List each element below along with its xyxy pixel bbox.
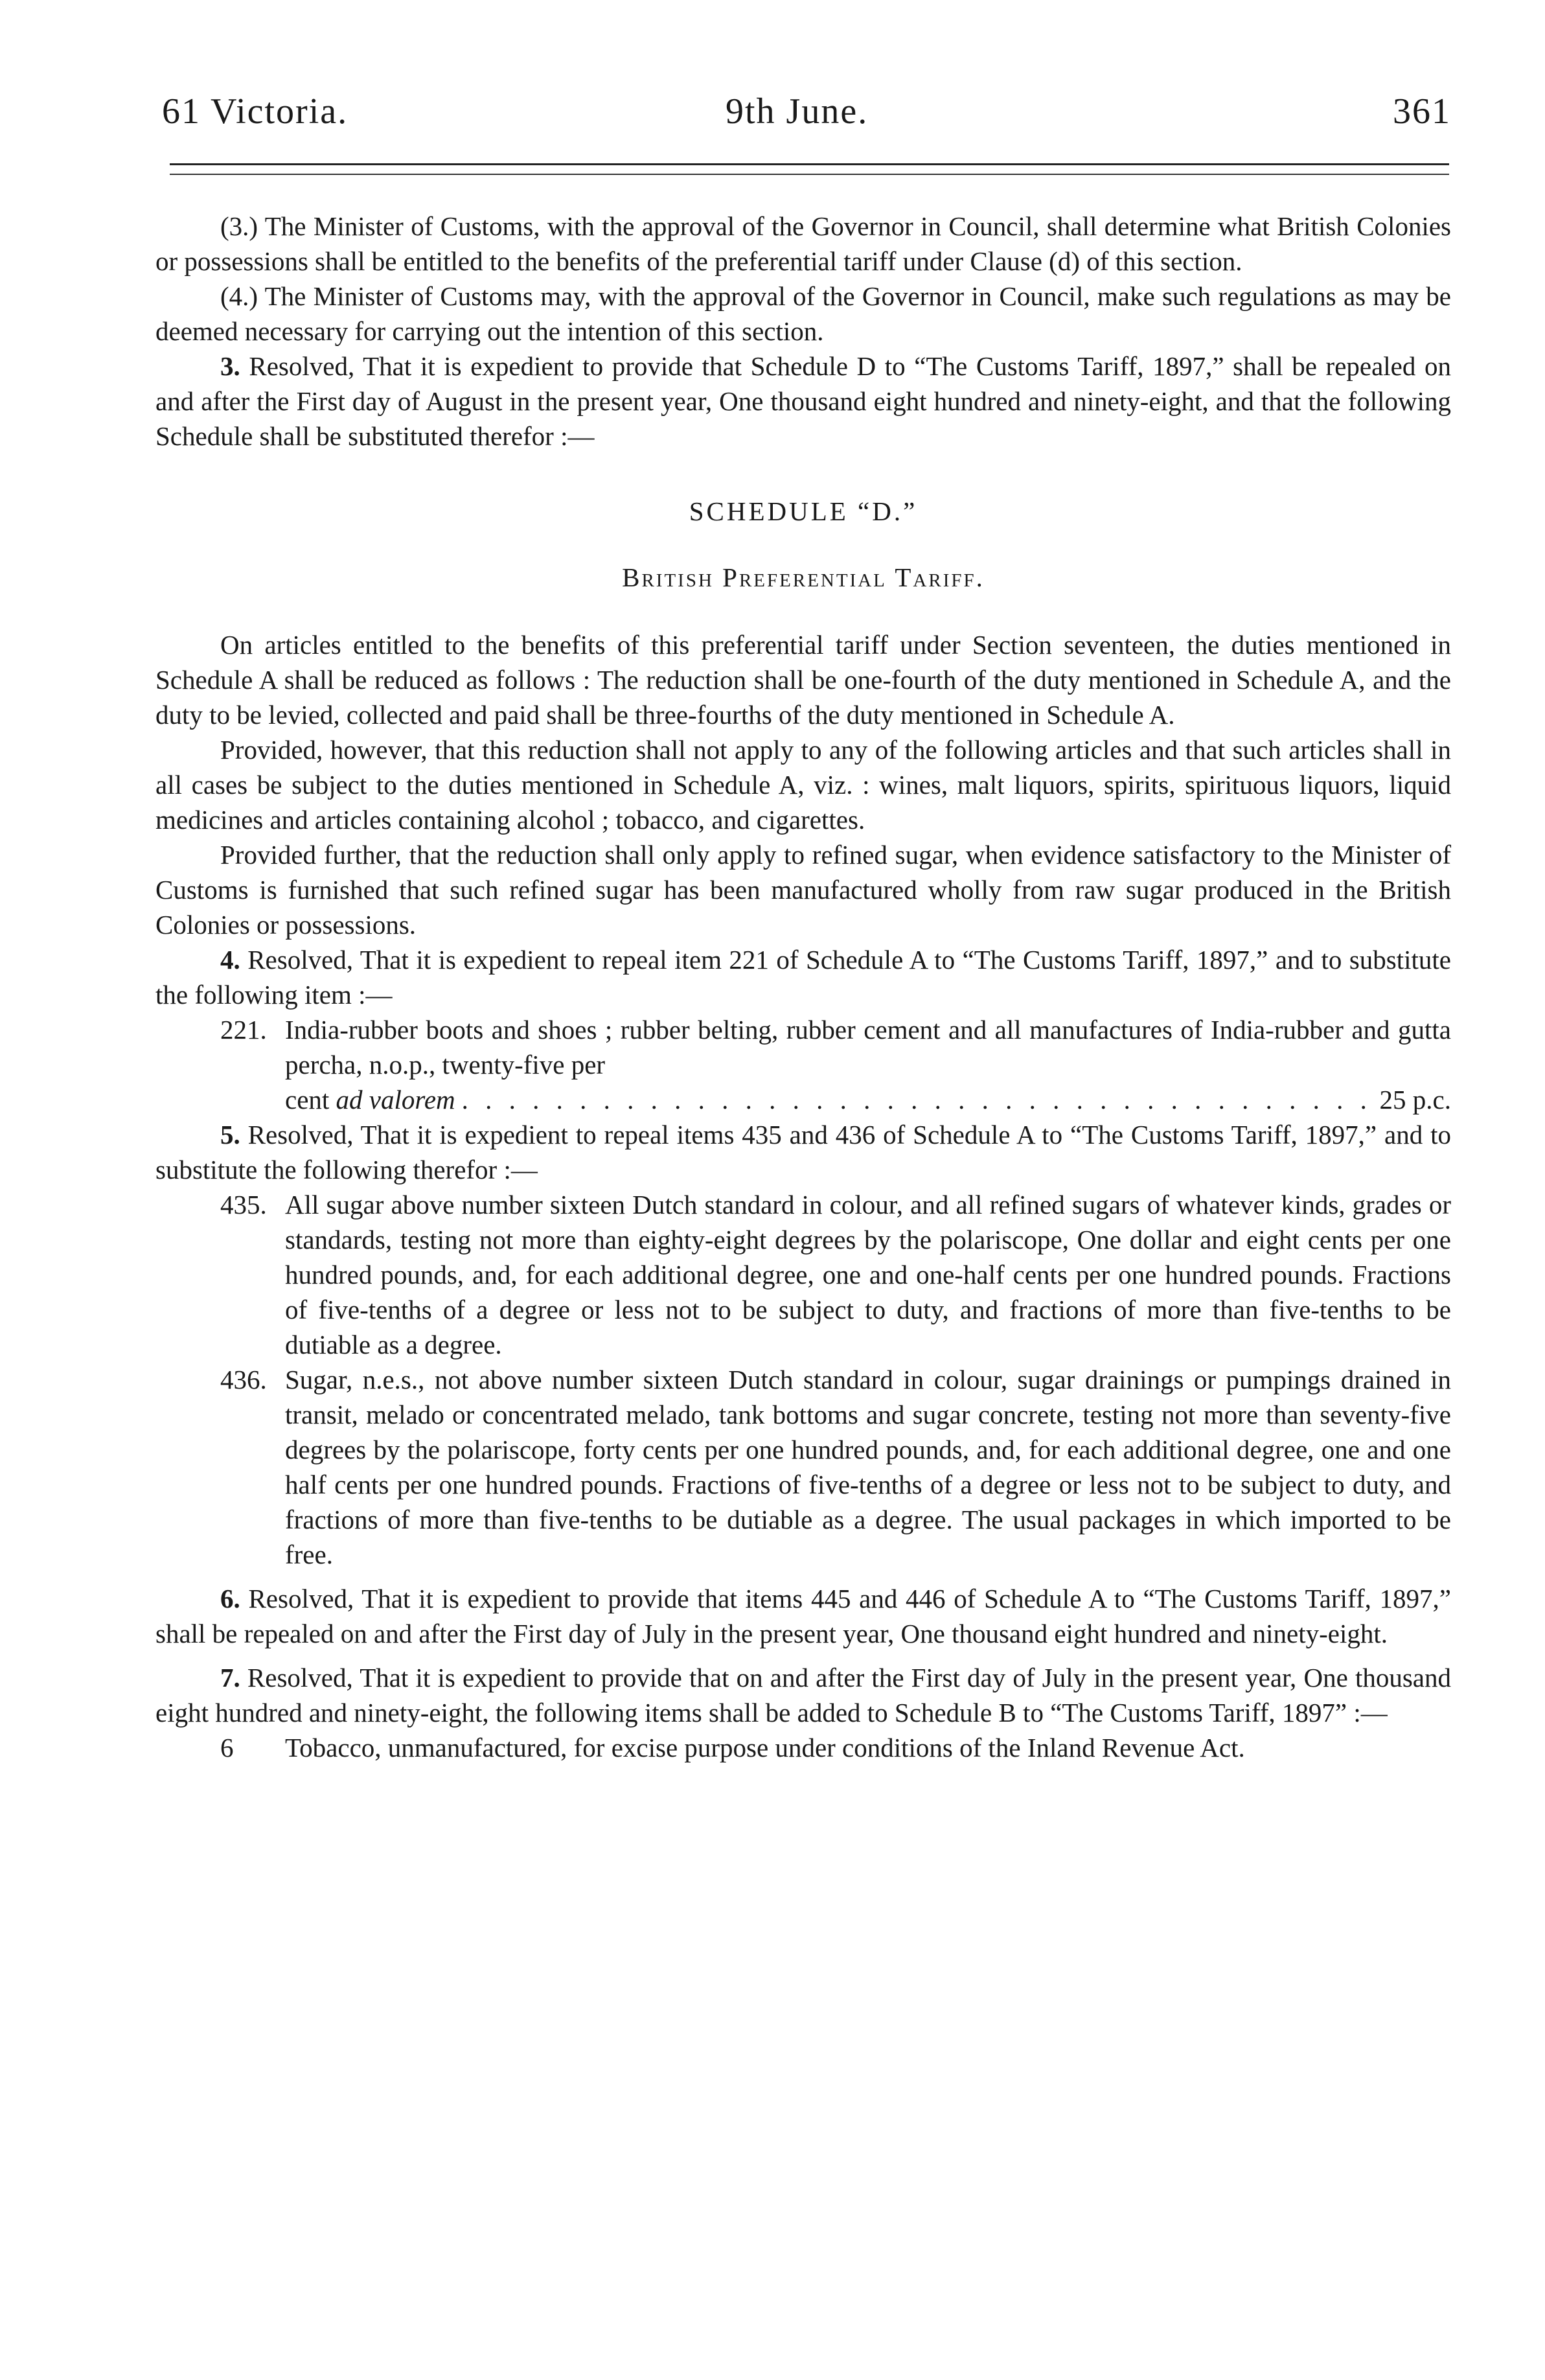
tariff-item-436 — [155, 1362, 1451, 1572]
clause-3: (3.) The Minister of Customs, with the approval of the Governor in Council, shall determine what British Colonies or possessions shall be entitled to the benefits of the preferential tariff under Clause (d) of this section. — [155, 211, 1451, 276]
schedule-proviso: Provided, however, that this reduction shall not apply to any of the following articles and that such articles shall in all cases be subject to the duties mentioned in Schedule A, viz. : wines, malt liquors, spirits, spirituous liquors, liquid medicines and articles containing alcohol ; tobacco, and cigarettes. — [155, 735, 1451, 835]
item-text: Tobacco, unmanufactured, for excise purpose under conditions of the Inland Revenue Act. — [285, 1733, 1245, 1762]
resolution-text: Resolved, That it is expedient to provide that items 445 and 446 of Schedule A to “The Customs Tariff, 1897,” shall be repealed on and after the First day of July in the present year, One thousand eight hundred and ninety-eight. — [155, 1584, 1451, 1648]
resolution-5 — [155, 1117, 1451, 1187]
resolution-number: 6. — [220, 1584, 240, 1613]
item-number: 6 — [220, 1733, 234, 1762]
resolution-number: 3. — [220, 351, 240, 381]
resolution-text: Resolved, That it is expedient to repeal item 221 of Schedule A to “The Customs Tariff, 1897,” and to substitute the following item :— — [155, 945, 1451, 1010]
item-text: Sugar, n.e.s., not above number sixteen Dutch standard in colour, sugar drainings or pumpings drained in transit, melado or concentrated melado, tank bottoms and sugar concrete, testing not more than seventy-five degrees by the polariscope, forty cents per one hundred pounds, and, for each additional degree, one and one half cents per one hundred pounds. Fractions of five-tenths of a degree or less not to be subject to duty, and fractions of more than five-tenths to be dutiable as a degree. The usual packages in which imported to be free. — [285, 1365, 1451, 1569]
resolution-number: 7. — [220, 1663, 240, 1693]
header-rule-bottom — [170, 174, 1449, 175]
resolution-text: Resolved, That it is expedient to provide that on and after the First day of July in the present year, One thousand eight hundred and ninety-eight, the following items shall be added to Schedule B to “The Customs Tariff, 1897” :— — [155, 1663, 1451, 1727]
page-number: 361 — [1393, 91, 1451, 132]
item-number: 436. — [220, 1365, 267, 1394]
resolution-7 — [155, 1660, 1451, 1730]
tariff-item-221 — [155, 1012, 1451, 1117]
schedule-title: SCHEDULE “D.” — [689, 496, 918, 526]
page-body — [155, 209, 1451, 1765]
dot-leader — [462, 1082, 1373, 1117]
tariff-item-435 — [155, 1187, 1451, 1362]
item-text: All sugar above number sixteen Dutch standard in colour, and all refined sugars of whatever kinds, grades or standards, testing not more than eighty-eight degrees by the polariscope, One dollar and eight cents per one hundred pounds, and, for each additional degree, one and one-half cents per one hundred pounds. Fractions of five-tenths of a degree or less not to be subject to duty, and fractions of more than five-tenths to be dutiable as a degree. — [285, 1190, 1451, 1359]
clause-4: (4.) The Minister of Customs may, with the approval of the Governor in Council, make such regulations as may be deemed necessary for carrying out the intention of this section. — [155, 281, 1451, 346]
resolution-number: 5. — [220, 1120, 240, 1150]
page-header — [162, 86, 1451, 137]
resolution-text: Resolved, That it is expedient to repeal items 435 and 436 of Schedule A to “The Customs Tariff, 1897,” and to substitute the following therefor :— — [155, 1120, 1451, 1184]
header-date: 9th June. — [726, 91, 869, 132]
item-number: 221. — [220, 1015, 267, 1045]
schedule-proviso: Provided further, that the reduction shall only apply to refined sugar, when evidence satisfactory to the Minister of Customs is furnished that such refined sugar has been manufactured wholly from raw sugar produced in the British Colonies or possessions. — [155, 840, 1451, 940]
item-text-end: cent ad valorem — [285, 1085, 455, 1115]
resolution-6 — [155, 1581, 1451, 1651]
resolution-4 — [155, 942, 1451, 1012]
item-number: 435. — [220, 1190, 267, 1219]
schedule-b-item — [155, 1730, 1451, 1765]
resolution-3 — [155, 349, 1451, 454]
header-session: 61 Victoria. — [162, 91, 349, 132]
item-text: India-rubber boots and shoes ; rubber belting, rubber cement and all manufactures of India-rubber and gutta percha, n.o.p., twenty-five per — [285, 1015, 1451, 1080]
header-rule-top — [170, 163, 1449, 165]
item-rate-line — [285, 1082, 1451, 1117]
resolution-number: 4. — [220, 945, 240, 975]
resolution-text: Resolved, That it is expedient to provide that Schedule D to “The Customs Tariff, 1897,” shall be repealed on and after the First day of August in the present year, One thousand eight hundred and ninety-eight, and that the following Schedule shall be substituted therefor :— — [155, 351, 1451, 451]
schedule-paragraph: On articles entitled to the benefits of this preferential tariff under Section seventeen, the duties mentioned in Schedule A shall be reduced as follows : The reduction shall be one-fourth of the duty mentioned in Schedule A, and the duty to be levied, collected and paid shall be three-fourths of the duty mentioned in Schedule A. — [155, 630, 1451, 730]
item-rate: 25 p.c. — [1379, 1085, 1451, 1115]
schedule-subtitle: British Preferential Tariff. — [622, 562, 985, 592]
